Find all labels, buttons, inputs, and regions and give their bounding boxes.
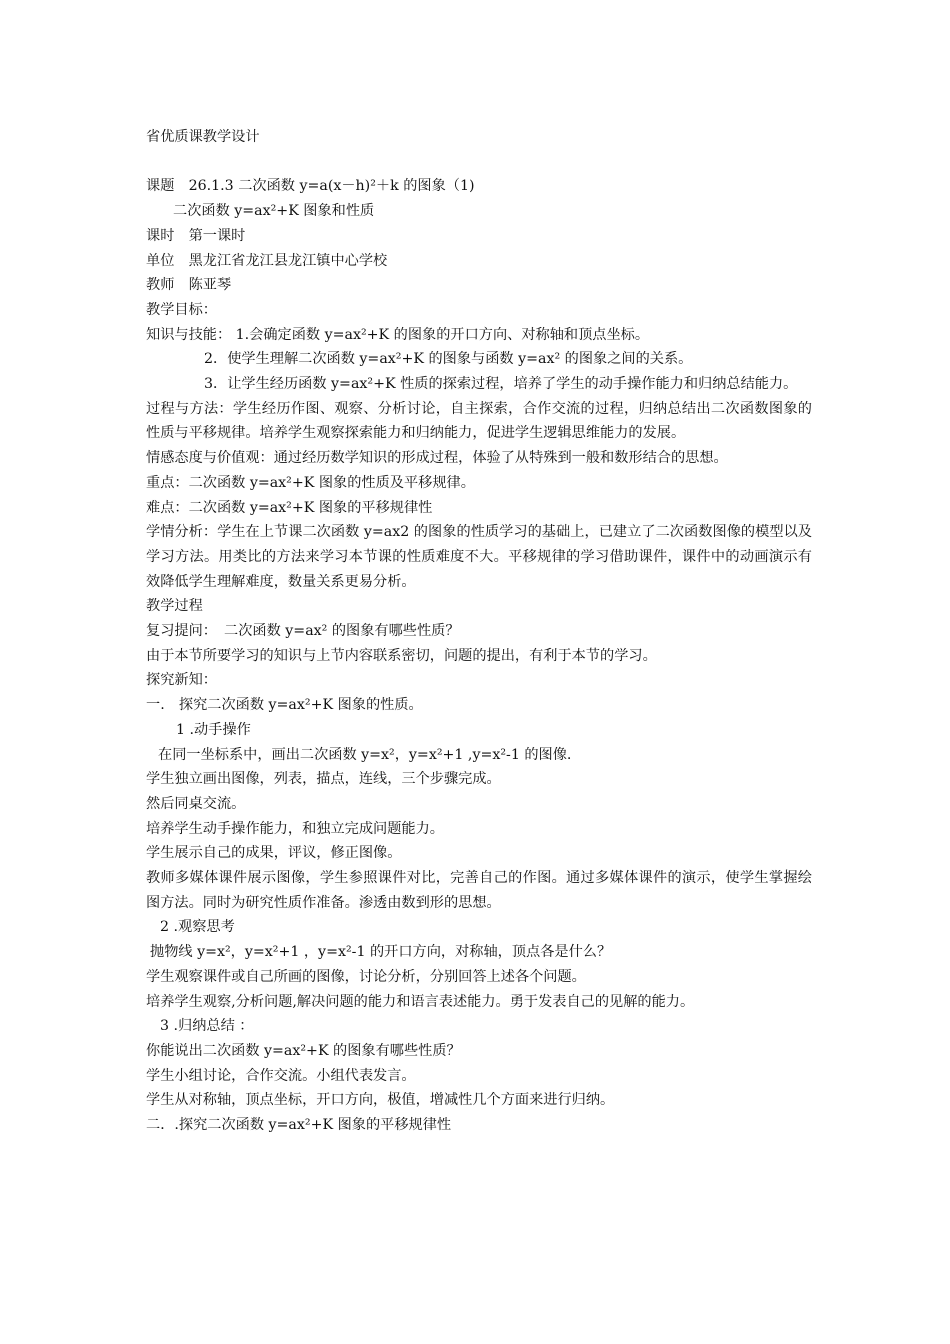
step2-question: 抛物线 y=x²，y=x²+1 ，y=x²-1 的开口方向，对称轴，顶点各是什么？ [150, 944, 612, 961]
lesson-period: 课时 第一课时 [146, 227, 246, 244]
step1-line-2: 然后同桌交流。 [146, 795, 246, 812]
part2-title: 二．.探究二次函数 y=ax²+K 图象的平移规律性 [146, 1117, 452, 1134]
part1-title: 一. 探究二次函数 y=ax²+K 图象的性质。 [146, 697, 423, 714]
difficulty-point: 难点：二次函数 y=ax²+K 图象的平移规律性 [146, 499, 433, 516]
step2-line-2: 培养学生观察,分析问题,解决问题的能力和语言表述能力。勇于发表自己的见解的能力。 [146, 993, 695, 1010]
explore-heading: 探究新知： [146, 672, 217, 689]
knowledge-objective-3: 3．让学生经历函数 y=ax²+K 性质的探索过程，培养了学生的动手操作能力和归纳总结能力。 [204, 376, 798, 393]
step3-line-1: 学生小组讨论，合作交流。小组代表发言。 [146, 1067, 416, 1084]
step3-line-2: 学生从对称轴，顶点坐标，开口方向，极值，增减性几个方面来进行归纳。 [146, 1092, 615, 1109]
knowledge-objective-1: 知识与技能： 1.会确定函数 y=ax²+K 的图象的开口方向、对称轴和顶点坐标。 [146, 326, 650, 343]
step1-line-3: 培养学生动手操作能力，和独立完成问题能力。 [146, 820, 444, 837]
step1-line-5: 教师多媒体课件展示图像，学生参照课件对比，完善自己的作图。通过多媒体课件的演示，使学生掌握绘图方法。同时为研究性质作准备。渗透由数到形的思想。 [146, 870, 812, 911]
process-heading: 教学过程 [146, 598, 203, 615]
student-analysis: 学情分析：学生在上节课二次函数 y=ax2 的图象的性质学习的基础上，已建立了二次函数图像的模型以及学习方法。用类比的方法来学习本节课的性质难度不大。平移规律的学习借助课件，课件中的动画演示有效降低学生理解难度，数量关系更易分析。 [146, 524, 812, 590]
key-point: 重点：二次函数 y=ax²+K 图象的性质及平移规律。 [146, 474, 475, 491]
step1-task: 在同一坐标系中，画出二次函数 y=x²，y=x²+1 ,y=x²-1 的图像. [158, 746, 572, 763]
process-method-objective: 过程与方法：学生经历作图、观察、分析讨论，自主探索，合作交流的过程，归纳总结出二次函数图象的性质与平移规律。培养学生观察探索能力和归纳能力，促进学生逻辑思维能力的发展。 [146, 400, 812, 442]
step1-line-1: 学生独立画出图像，列表，描点，连线，三个步骤完成。 [146, 771, 501, 788]
step1-line-4: 学生展示自己的成果，评议，修正图像。 [146, 845, 402, 862]
review-question: 复习提问： 二次函数 y=ax² 的图象有哪些性质？ [146, 623, 460, 640]
step2-title: 2 .观察思考 [160, 919, 235, 936]
emotion-objective: 情感态度与价值观：通过经历数学知识的形成过程，体验了从特殊到一般和数形结合的思想。 [146, 450, 728, 467]
lesson-unit: 单位 黑龙江省龙江县龙江镇中心学校 [146, 252, 388, 269]
document-page [146, 125, 812, 1138]
document-title: 省优质课教学设计 [146, 129, 260, 145]
step1-title: 1 .动手操作 [176, 721, 251, 738]
lesson-subtopic: 二次函数 y=ax²+K 图象和性质 [173, 203, 375, 220]
knowledge-objective-2: 2．使学生理解二次函数 y=ax²+K 的图象与函数 y=ax² 的图象之间的关系。 [204, 351, 693, 368]
step3-question: 你能说出二次函数 y=ax²+K 的图象有哪些性质？ [146, 1043, 461, 1059]
lesson-topic: 课题 26.1.3 二次函数 y=a(x－h)²＋k 的图象（1) [146, 178, 475, 195]
lesson-teacher: 教师 陈亚琴 [146, 277, 232, 294]
review-note: 由于本节所要学习的知识与上节内容联系密切，问题的提出，有利于本节的学习。 [146, 647, 657, 664]
objectives-heading: 教学目标： [146, 301, 217, 318]
step2-line-1: 学生观察课件或自己所画的图像，讨论分析，分别回答上述各个问题。 [146, 968, 586, 985]
step3-title: 3 .归纳总结 ： [160, 1018, 254, 1035]
